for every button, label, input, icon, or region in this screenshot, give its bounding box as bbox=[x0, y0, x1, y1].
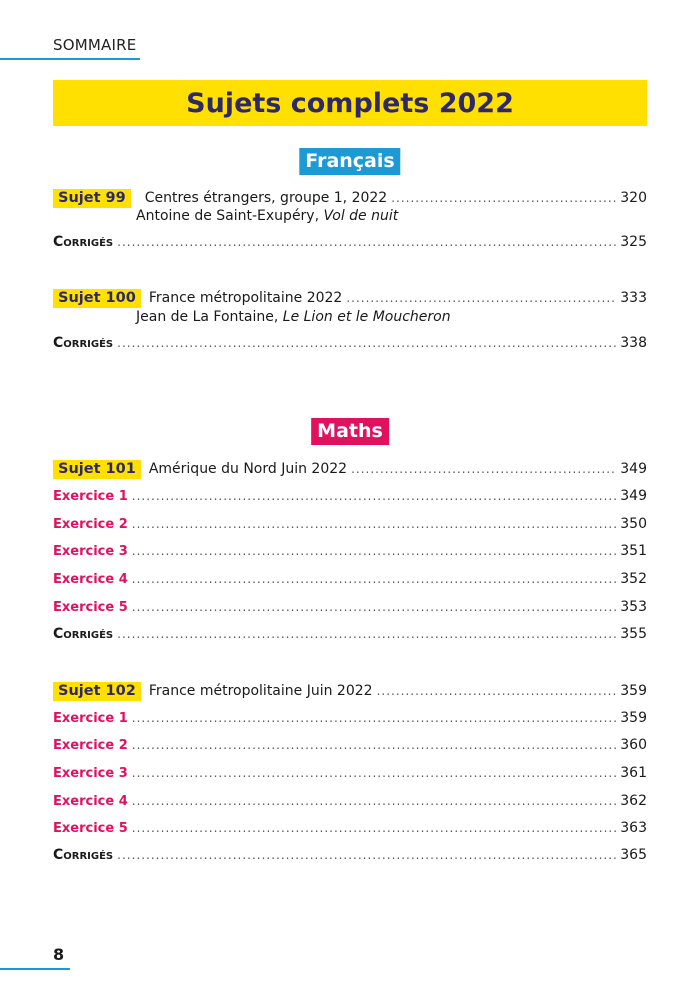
corriges-label: Corrigés bbox=[53, 847, 114, 863]
toc-entry-exercice[interactable] bbox=[53, 710, 647, 730]
entry-subtitle bbox=[136, 309, 451, 325]
entry-page: 361 bbox=[620, 765, 647, 781]
toc-entry-exercice[interactable] bbox=[53, 793, 647, 813]
entry-page: 338 bbox=[620, 335, 647, 351]
entry-subtitle bbox=[136, 208, 398, 224]
toc-entry-sujet-101[interactable] bbox=[53, 460, 647, 480]
sujet-badge: Sujet 99 bbox=[53, 189, 131, 208]
sujet-badge: Sujet 101 bbox=[53, 460, 141, 479]
corriges-label: Corrigés bbox=[53, 234, 114, 250]
corriges-label: Corrigés bbox=[53, 626, 114, 642]
dot-leader bbox=[132, 517, 617, 531]
exercice-label: Exercice 5 bbox=[53, 821, 128, 836]
toc-entry-exercice[interactable] bbox=[53, 571, 647, 591]
entry-page: 325 bbox=[620, 234, 647, 250]
entry-page: 353 bbox=[620, 599, 647, 615]
toc-entry-sujet-102[interactable] bbox=[53, 682, 647, 702]
exercice-label: Exercice 2 bbox=[53, 517, 128, 532]
sujet-badge: Sujet 100 bbox=[53, 289, 141, 308]
exercice-label: Exercice 4 bbox=[53, 794, 128, 809]
toc-entry-sujet-99[interactable] bbox=[53, 189, 647, 209]
entry-page: 333 bbox=[620, 290, 647, 306]
entry-page: 363 bbox=[620, 820, 647, 836]
toc-entry-exercice[interactable] bbox=[53, 737, 647, 757]
dot-leader bbox=[132, 821, 617, 835]
section-maths-heading-wrap bbox=[0, 418, 700, 445]
entry-page: 362 bbox=[620, 793, 647, 809]
dot-leader bbox=[132, 738, 617, 752]
entry-work: Vol de nuit bbox=[323, 208, 399, 224]
footer-rule bbox=[0, 968, 70, 970]
entry-title: Centres étrangers, groupe 1, 2022 bbox=[144, 190, 388, 206]
entry-page: 359 bbox=[620, 683, 647, 699]
exercice-label: Exercice 1 bbox=[53, 711, 128, 726]
exercice-label: Exercice 4 bbox=[53, 572, 128, 587]
page-title: Sujets complets 2022 bbox=[186, 87, 514, 119]
toc-entry-corriges[interactable] bbox=[53, 234, 647, 254]
exercice-label: Exercice 5 bbox=[53, 600, 128, 615]
entry-page: 352 bbox=[620, 571, 647, 587]
entry-author: Antoine de Saint-Exupéry, bbox=[136, 208, 324, 224]
entry-title: Amérique du Nord Juin 2022 bbox=[148, 461, 348, 477]
dot-leader bbox=[391, 191, 616, 205]
header-rule bbox=[0, 58, 140, 60]
entry-page: 349 bbox=[620, 461, 647, 477]
entry-page: 359 bbox=[620, 710, 647, 726]
toc-entry-exercice[interactable] bbox=[53, 488, 647, 508]
dot-leader bbox=[132, 711, 617, 725]
section-francais-heading-wrap bbox=[0, 148, 700, 175]
toc-entry-corriges[interactable] bbox=[53, 626, 647, 646]
toc-entry-corriges[interactable] bbox=[53, 335, 647, 355]
page-number: 8 bbox=[53, 945, 65, 964]
entry-work: Le Lion et le Moucheron bbox=[282, 309, 451, 325]
exercice-label: Exercice 2 bbox=[53, 738, 128, 753]
toc-entry-exercice[interactable] bbox=[53, 516, 647, 536]
entry-author: Jean de La Fontaine, bbox=[136, 309, 283, 325]
toc-entry-exercice[interactable] bbox=[53, 543, 647, 563]
section-francais-heading: Français bbox=[299, 148, 400, 175]
toc-entry-exercice[interactable] bbox=[53, 820, 647, 840]
dot-leader bbox=[346, 291, 616, 305]
running-header: SOMMAIRE bbox=[53, 36, 137, 54]
dot-leader bbox=[132, 600, 617, 614]
entry-page: 360 bbox=[620, 737, 647, 753]
entry-page: 320 bbox=[620, 190, 647, 206]
toc-entry-exercice[interactable] bbox=[53, 599, 647, 619]
sujet-badge: Sujet 102 bbox=[53, 682, 141, 701]
exercice-label: Exercice 3 bbox=[53, 544, 128, 559]
entry-title: France métropolitaine 2022 bbox=[148, 290, 343, 306]
section-maths-heading: Maths bbox=[311, 418, 389, 445]
toc-entry-sujet-100[interactable] bbox=[53, 289, 647, 309]
dot-leader bbox=[351, 462, 616, 476]
dot-leader bbox=[132, 766, 617, 780]
entry-page: 355 bbox=[620, 626, 647, 642]
dot-leader bbox=[132, 794, 617, 808]
entry-page: 349 bbox=[620, 488, 647, 504]
dot-leader bbox=[132, 544, 617, 558]
exercice-label: Exercice 3 bbox=[53, 766, 128, 781]
dot-leader bbox=[132, 572, 617, 586]
entry-page: 365 bbox=[620, 847, 647, 863]
toc-entry-corriges[interactable] bbox=[53, 847, 647, 867]
dot-leader bbox=[117, 235, 616, 249]
entry-page: 351 bbox=[620, 543, 647, 559]
toc-entry-exercice[interactable] bbox=[53, 765, 647, 785]
dot-leader bbox=[117, 848, 616, 862]
dot-leader bbox=[377, 684, 617, 698]
exercice-label: Exercice 1 bbox=[53, 489, 128, 504]
dot-leader bbox=[117, 336, 616, 350]
corriges-label: Corrigés bbox=[53, 335, 114, 351]
dot-leader bbox=[132, 489, 617, 503]
entry-title: France métropolitaine Juin 2022 bbox=[148, 683, 373, 699]
page-title-banner bbox=[53, 80, 647, 126]
entry-page: 350 bbox=[620, 516, 647, 532]
dot-leader bbox=[117, 627, 616, 641]
